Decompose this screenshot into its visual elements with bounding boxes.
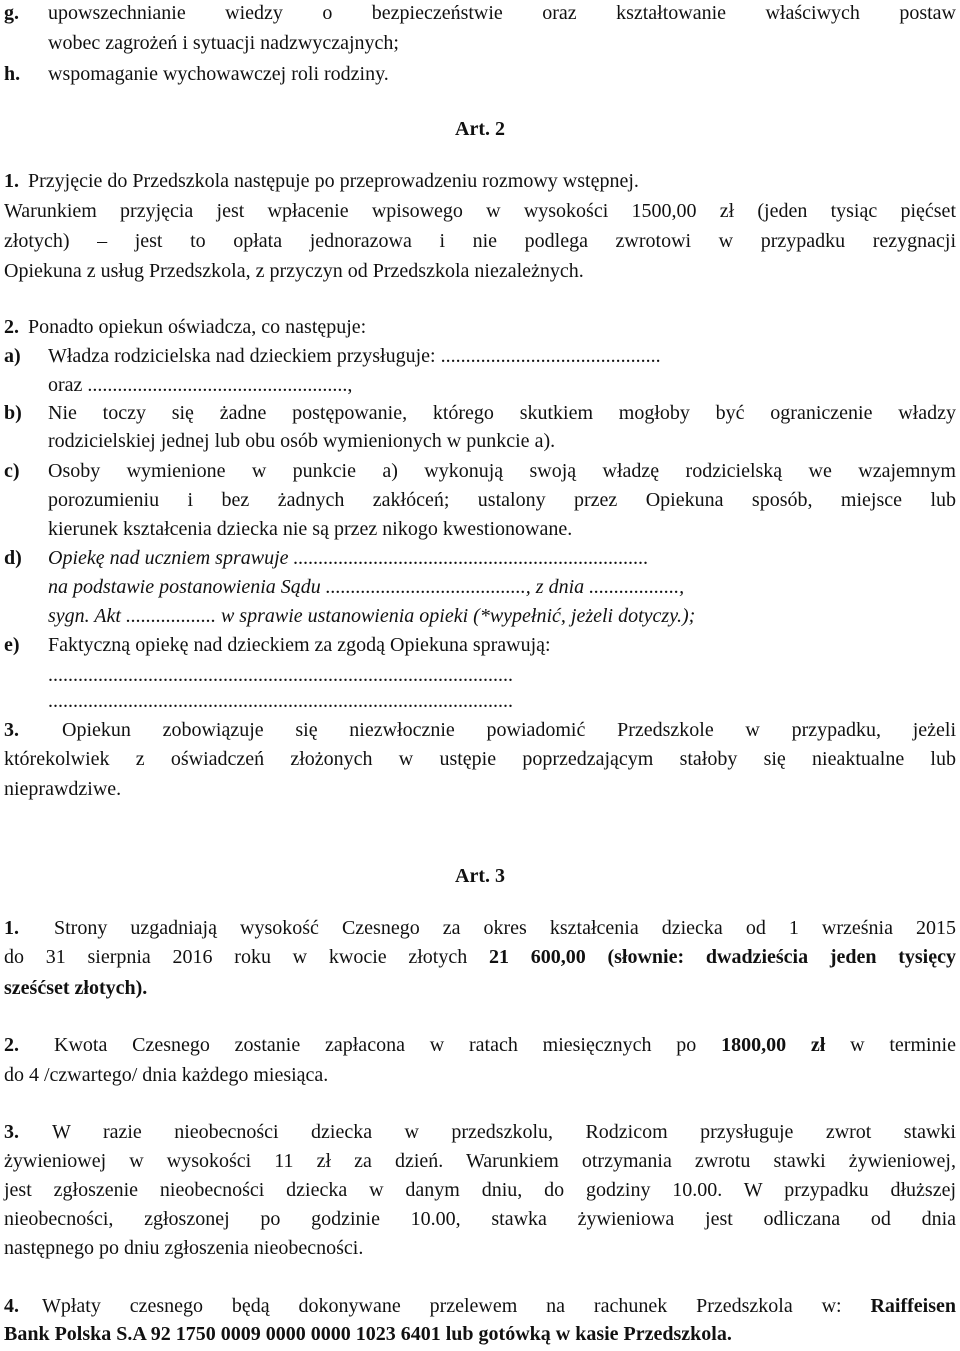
- amount-in-words: sześćset złotych).: [4, 977, 148, 999]
- bank-name: Raiffeisen: [870, 1295, 956, 1317]
- item-label: h.: [4, 63, 21, 85]
- art2-p1-line: Opiekuna z usług Przedszkola, z przyczyn od Przedszkola niezależnych.: [4, 260, 584, 282]
- list-item-g: [4, 0, 956, 27]
- paragraph-text-end: w terminie: [825, 1034, 956, 1056]
- item-label: b): [4, 402, 22, 424]
- art3-p1-line: [4, 944, 956, 971]
- art3-paragraph-1: [4, 915, 956, 942]
- list-item-c-continuation: kierunek kształcenia dziecka nie są przez nikogo kwestionowane.: [48, 518, 573, 540]
- item-text: wspomaganie wychowawczej roli rodziny.: [48, 63, 389, 85]
- paragraph-number: 4.: [4, 1295, 19, 1317]
- list-item-e: [4, 632, 956, 659]
- paragraph-number: 1.: [4, 917, 19, 939]
- item-label: e): [4, 634, 20, 656]
- fill-in-line: .............................................................................................: [48, 690, 513, 712]
- list-item-a-continuation: oraz ....................................................,: [48, 374, 353, 396]
- item-label: g.: [4, 2, 19, 24]
- art2-paragraph-2: [4, 314, 956, 341]
- paragraph-text: Kwota Czesnego zostanie zapłacona w ratach miesięcznych po: [54, 1034, 722, 1056]
- art2-p1-line: złotych) – jest to opłata jednorazowa i nie podlega zwrotowi w przypadku rezygnacji: [4, 230, 956, 252]
- item-text: Nie toczy się żadne postępowanie, którego skutkiem mogłoby być ograniczenie władzy: [48, 402, 956, 424]
- amount-value: 21 600,00 (słownie: dwadzieścia jeden tysięcy: [488, 946, 956, 968]
- list-item-b: [4, 400, 956, 427]
- art2-p1-line: Warunkiem przyjęcia jest wpłacenie wpisowego w wysokości 1500,00 zł (jeden tysiąc pięćset: [4, 200, 956, 222]
- article-heading: Art. 2: [455, 118, 505, 140]
- art3-p3-line: nieobecności, zgłoszonej po godzinie 10.00, stawka żywieniowa jest odliczana od dnia: [4, 1208, 956, 1230]
- fill-in-line: .............................................................................................: [48, 664, 513, 686]
- art2-p3-line: którekolwiek z oświadczeń złożonych w ustępie poprzedzającym stałoby się nieaktualne lub: [4, 748, 956, 770]
- list-item-d: [4, 545, 956, 572]
- art3-paragraph-4: [4, 1293, 956, 1320]
- item-text: Władza rodzicielska nad dzieckiem przysługuje: ............................................: [48, 345, 661, 367]
- art3-p3-line: jest zgłoszenie nieobecności dziecka w danym dniu, do godziny 10.00. W przypadku dłuższej: [4, 1179, 956, 1201]
- list-item-d-continuation: sygn. Akt .................. w sprawie ustanowienia opieki (*wypełnić, jeżeli dotyczy.);: [48, 605, 696, 627]
- list-item-d-continuation: na podstawie postanowienia Sądu ........................................, z dnia ..................,: [48, 576, 685, 598]
- art3-paragraph-2: [4, 1032, 956, 1059]
- list-item-a: [4, 343, 956, 370]
- paragraph-text: Strony uzgadniają wysokość Czesnego za okres kształcenia dziecka od 1 września 2015: [54, 917, 956, 939]
- paragraph-text: Opiekun zobowiązuje się niezwłocznie powiadomić Przedszkole w przypadku, jeżeli: [62, 719, 956, 741]
- paragraph-number: 1.: [4, 170, 19, 192]
- list-item-g-continuation: wobec zagrożeń i sytuacji nadzwyczajnych;: [48, 32, 399, 54]
- item-text: Osoby wymienione w punkcie a) wykonują swoją władzę rodzicielską we wzajemnym: [48, 460, 956, 482]
- art3-p2-line: do 4 /czwartego/ dnia każdego miesiąca.: [4, 1064, 329, 1086]
- list-item-c: [4, 458, 956, 485]
- item-text: upowszechnianie wiedzy o bezpieczeństwie oraz kształtowanie właściwych postaw: [48, 2, 956, 24]
- paragraph-text: Wpłaty czesnego będą dokonywane przelewem na rachunek Przedszkola w:: [42, 1295, 871, 1317]
- art2-p3-line: nieprawdziwe.: [4, 778, 122, 800]
- paragraph-number: 3.: [4, 1121, 19, 1143]
- paragraph-number: 2.: [4, 316, 19, 338]
- paragraph-text: W razie nieobecności dziecka w przedszkolu, Rodzicom przysługuje zwrot stawki: [52, 1121, 956, 1143]
- bank-account-details: Bank Polska S.A 92 1750 0009 0000 0000 1023 6401 lub gotówką w kasie Przedszkola.: [4, 1323, 732, 1345]
- article-heading: Art. 3: [455, 865, 505, 887]
- art3-paragraph-3: [4, 1119, 956, 1146]
- list-item-h: [4, 61, 956, 88]
- art2-paragraph-1: [4, 168, 956, 195]
- item-label: a): [4, 345, 21, 367]
- art2-paragraph-3: [4, 717, 956, 744]
- list-item-c-continuation: porozumieniu i bez żadnych zakłóceń; ustalony przez Opiekuna sposób, miejsce lub: [48, 489, 956, 511]
- item-text: Opiekę nad uczniem sprawuje .......................................................................: [48, 547, 649, 569]
- item-text: Faktyczną opiekę nad dzieckiem za zgodą Opiekuna sprawują:: [48, 634, 551, 656]
- amount-intro: do 31 sierpnia 2016 roku w kwocie złotych: [4, 946, 489, 968]
- art3-p3-line: żywieniowej w wysokości 11 zł za dzień. Warunkiem otrzymania zwrotu stawki żywieniowej,: [4, 1150, 956, 1172]
- paragraph-number: 3.: [4, 719, 19, 741]
- installment-amount: 1800,00 zł: [721, 1034, 826, 1056]
- paragraph-number: 2.: [4, 1034, 19, 1056]
- paragraph-text: Ponadto opiekun oświadcza, co następuje:: [28, 316, 367, 338]
- item-label: c): [4, 460, 20, 482]
- paragraph-text: Przyjęcie do Przedszkola następuje po przeprowadzeniu rozmowy wstępnej.: [28, 170, 639, 192]
- item-label: d): [4, 547, 22, 569]
- art3-p3-line: następnego po dniu zgłoszenia nieobecności.: [4, 1237, 364, 1259]
- list-item-b-continuation: rodzicielskiej jednej lub obu osób wymienionych w punkcie a).: [48, 430, 556, 452]
